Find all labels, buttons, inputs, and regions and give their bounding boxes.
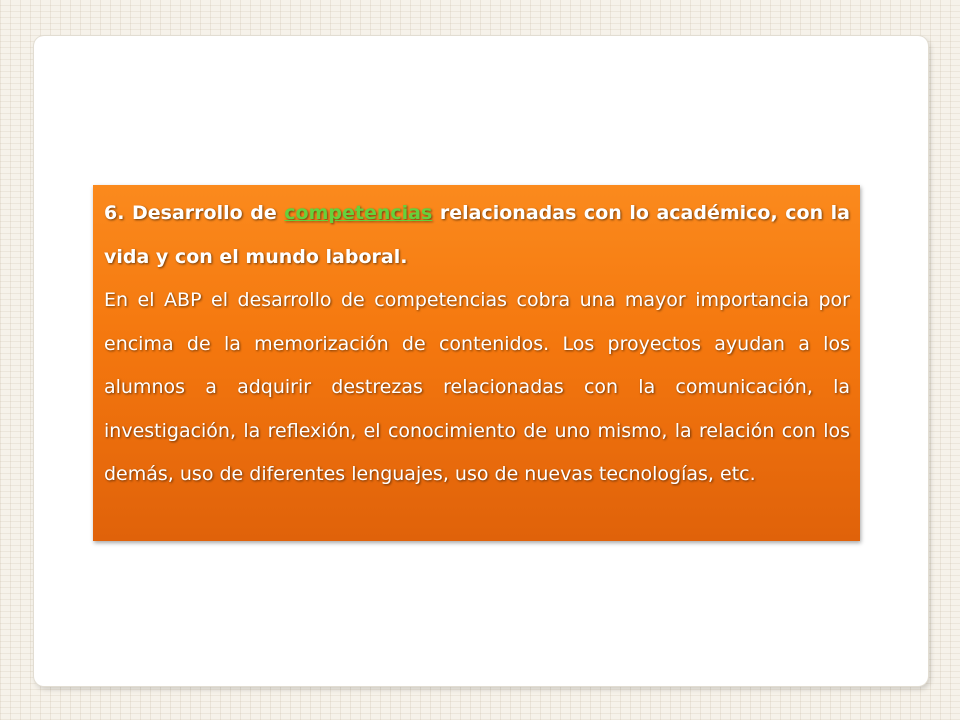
slide-heading	[104, 192, 850, 279]
heading-pre: Desarrollo de	[132, 202, 277, 224]
heading-post: relacionadas con lo académico, con la vida y con el mundo laboral.	[104, 202, 850, 268]
slide-text	[104, 192, 850, 497]
competencias-link[interactable]: competencias	[284, 202, 433, 224]
heading-number: 6.	[104, 202, 125, 224]
slide-body: En el ABP el desarrollo de competencias cobra una mayor importancia por encima de la memorización de contenidos. Los proyectos ayudan a los alumnos a adquirir destrezas relacionadas con la comunicación, la investigación, la reflexión, el conocimiento de uno mismo, la relación con los demás, uso de diferentes lenguajes, uso de nuevas tecnologías, etc.	[104, 289, 850, 485]
